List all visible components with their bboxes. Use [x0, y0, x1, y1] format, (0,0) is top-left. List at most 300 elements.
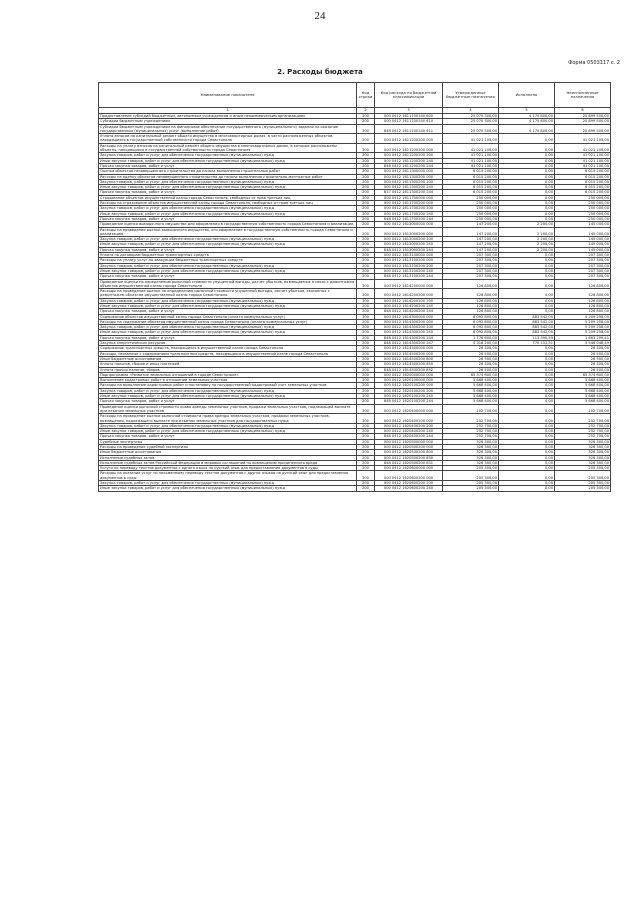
row-kbk: 000 0412 1611300200 000 — [375, 174, 443, 179]
row-done: 0,00 — [499, 481, 555, 486]
row-rest: 252 700,00 — [555, 404, 611, 414]
row-code: 200 — [357, 124, 375, 134]
row-kbk: 000 0412 1620100200 240 — [375, 394, 443, 399]
row-plan: 5 668 400,00 — [443, 378, 499, 383]
row-plan: 41 021 100,00 — [443, 134, 499, 144]
row-name: Исполнение судебных актов — [99, 455, 357, 460]
row-kbk: 000 0412 1614300200 200 — [375, 325, 443, 330]
row-kbk: 000 0412 1614300200 240 — [375, 330, 443, 335]
row-name: Исполнение судебных актов Российской Федерации и мировых соглашений по возмещению причиненного вреда — [99, 460, 357, 465]
row-plan: 207 300,00 — [443, 263, 499, 268]
row-plan: 25 070 300,00 — [443, 119, 499, 124]
row-rest: 126 800,00 — [555, 298, 611, 303]
row-plan: 6 015 200,00 — [443, 174, 499, 179]
row-done: 0,00 — [499, 486, 555, 491]
row-done: 0,00 — [499, 216, 555, 221]
row-name: Расходы, связанные с содержанием транспортных средств, находящихся в имущественной казне города Севастополя — [99, 351, 357, 356]
row-plan: 252 700,00 — [443, 434, 499, 439]
row-done: 0,00 — [499, 394, 555, 399]
row-plan: 126 800,00 — [443, 303, 499, 308]
row-rest: 5 209 258,00 — [555, 330, 611, 335]
row-kbk: 848 0412 1620100200 244 — [375, 399, 443, 404]
row-kbk: 000 0412 1611700200 200 — [375, 206, 443, 211]
row-rest: 20 899 500,00 — [555, 119, 611, 124]
row-rest: 5 668 400,00 — [555, 378, 611, 383]
row-done: 0,00 — [499, 346, 555, 351]
row-code: 200 — [357, 119, 375, 124]
row-code: 200 — [357, 434, 375, 439]
row-rest: 5 668 400,00 — [555, 394, 611, 399]
row-rest: 126 800,00 — [555, 279, 611, 289]
row-name: Иные закупки товаров, работ и услуг для обеспечения государственных (муниципальных) нужд — [99, 185, 357, 190]
row-code: 200 — [357, 481, 375, 486]
row-done: 0,00 — [499, 362, 555, 367]
row-name: Иные закупки товаров, работ и услуг для обеспечения государственных (муниципальных) нужд — [99, 486, 357, 491]
row-name: Услуги по переводу текстов документов с одного языка на русский язык для предоставления документов в суды — [99, 466, 357, 471]
row-rest: 5 668 400,00 — [555, 399, 611, 404]
row-name: Прочая закупка товаров, работ и услуг — [99, 399, 357, 404]
row-plan: 250 000,00 — [443, 216, 499, 221]
row-kbk: 000 0412 1611700000 000 — [375, 195, 443, 200]
row-rest: 26 500,00 — [555, 356, 611, 361]
row-plan: 147 200,00 — [443, 247, 499, 252]
row-code: 200 — [357, 423, 375, 428]
row-kbk: 848 0412 1611100140 611 — [375, 124, 443, 134]
row-code: 200 — [357, 195, 375, 200]
row-done: 0,00 — [499, 258, 555, 263]
row-rest: 205 300,00 — [555, 486, 611, 491]
row-plan: 126 800,00 — [443, 289, 499, 299]
row-plan: 5 668 400,00 — [443, 394, 499, 399]
row-kbk: 000 0412 1620500200 800 — [375, 450, 443, 455]
row-plan: 6 015 200,00 — [443, 190, 499, 195]
expenses-table — [98, 82, 611, 492]
row-done: 0,00 — [499, 153, 555, 158]
row-plan: 250 000,00 — [443, 206, 499, 211]
row-rest: 126 800,00 — [555, 289, 611, 299]
row-kbk: 000 0412 1620400200 200 — [375, 423, 443, 428]
row-kbk: 000 0412 1612000000 000 — [375, 222, 443, 227]
row-rest: 207 300,00 — [555, 274, 611, 279]
row-plan: 5 668 400,00 — [443, 383, 499, 388]
row-code: 200 — [357, 303, 375, 308]
row-kbk: 848 0412 1611700200 244 — [375, 216, 443, 221]
row-code: 200 — [357, 227, 375, 237]
row-name: Субсидии бюджетным учреждениям — [99, 119, 357, 124]
row-name: Уплата взносов на капитальный ремонт общего имущества в многоквартирных домах, в части расположенных объектов, находящихся в государственной собственности города Севастополя — [99, 134, 357, 144]
row-done: 0,00 — [499, 351, 555, 356]
row-done: 0,00 — [499, 268, 555, 273]
row-code: 200 — [357, 179, 375, 184]
row-rest: 207 300,00 — [555, 253, 611, 258]
row-plan: 326 300,00 — [443, 450, 499, 455]
row-done: 0,00 — [499, 466, 555, 471]
table-row — [99, 143, 611, 153]
row-code: 200 — [357, 383, 375, 388]
row-name: Закупка энергетических ресурсов — [99, 341, 357, 346]
row-code: 200 — [357, 455, 375, 460]
row-done: 0,00 — [499, 460, 555, 465]
row-done: 0,00 — [499, 179, 555, 184]
row-name: Закупка товаров, работ и услуг для обеспечения государственных (муниципальных) нужд — [99, 263, 357, 268]
row-done: 0,00 — [499, 383, 555, 388]
row-plan: 207 300,00 — [443, 274, 499, 279]
row-done: 0,00 — [499, 414, 555, 424]
row-done: 0,00 — [499, 174, 555, 179]
row-plan: 147 200,00 — [443, 227, 499, 237]
row-name: Содержание транспортных средств, находящихся в имущественной казне города Севастополя — [99, 346, 357, 351]
row-done: 0,00 — [499, 279, 555, 289]
row-code: 200 — [357, 445, 375, 450]
table-row — [99, 486, 611, 491]
table-row — [99, 414, 611, 424]
row-rest: 250 000,00 — [555, 216, 611, 221]
row-done: 0,00 — [499, 388, 555, 393]
row-name: Прочая закупка товаров, работ и услуг — [99, 274, 357, 279]
row-done: 0,00 — [499, 195, 555, 200]
row-rest: 3 546 048,49 — [555, 341, 611, 346]
row-rest: 41 021 100,00 — [555, 153, 611, 158]
row-rest: 6 015 200,00 — [555, 185, 611, 190]
row-rest: 65 374 600,00 — [555, 372, 611, 377]
row-kbk: 000 0412 1620500200 830 — [375, 455, 443, 460]
row-code: 200 — [357, 222, 375, 227]
row-done: 0,00 — [499, 356, 555, 361]
row-kbk: 000 0412 1612000200 000 — [375, 227, 443, 237]
row-done: 2 200,00 — [499, 237, 555, 242]
row-plan: 326 300,00 — [443, 439, 499, 444]
row-code: 200 — [357, 378, 375, 383]
row-plan: 5 668 400,00 — [443, 399, 499, 404]
row-plan: 26 500,00 — [443, 356, 499, 361]
row-name: Проведение оценки рыночной стоимости права аренды земельных участков, продажи земельных участков, подлежащей выплате при изъятии земельных участков — [99, 404, 357, 414]
row-plan: 252 700,00 — [443, 423, 499, 428]
row-kbk: 848 0412 1612000200 244 — [375, 247, 443, 252]
row-kbk: 848 0412 1611200200 244 — [375, 163, 443, 168]
row-rest: 252 700,00 — [555, 414, 611, 424]
row-code: 200 — [357, 314, 375, 319]
row-done: 0,00 — [499, 367, 555, 372]
row-code: 200 — [357, 429, 375, 434]
row-rest: 252 700,00 — [555, 423, 611, 428]
row-kbk: 000 0412 1620100200 200 — [375, 388, 443, 393]
row-plan: 26 500,00 — [443, 362, 499, 367]
row-plan: 205 300,00 — [443, 481, 499, 486]
row-name: Предоставление субсидий бюджетным, автономным учреждениям и иным некоммерческим организациям — [99, 114, 357, 119]
row-done: 4 170 800,00 — [499, 119, 555, 124]
row-kbk: 000 0412 1620500000 000 — [375, 439, 443, 444]
row-rest: 5 668 400,00 — [555, 388, 611, 393]
table-body — [99, 114, 611, 492]
row-code: 200 — [357, 258, 375, 263]
row-code: 200 — [357, 211, 375, 216]
column-number: 2 — [357, 108, 375, 114]
row-rest: 252 700,00 — [555, 434, 611, 439]
row-plan: 26 500,00 — [443, 351, 499, 356]
row-kbk: 000 0412 1620600200 240 — [375, 486, 443, 491]
row-code: 200 — [357, 414, 375, 424]
row-code: 200 — [357, 158, 375, 163]
row-done: 2 200,00 — [499, 222, 555, 227]
row-kbk: 000 0412 1611200200 000 — [375, 134, 443, 144]
row-code: 200 — [357, 399, 375, 404]
row-kbk: 848 0412 1614500200 852 — [375, 367, 443, 372]
row-kbk: 000 0412 1611100140 610 — [375, 119, 443, 124]
row-plan: 147 200,00 — [443, 222, 499, 227]
row-done: 883 542,00 — [499, 325, 555, 330]
row-code: 200 — [357, 486, 375, 491]
row-rest: 205 300,00 — [555, 466, 611, 471]
header-name: Наименование показателя — [99, 83, 357, 108]
row-code: 200 — [357, 341, 375, 346]
table-row — [99, 124, 611, 134]
row-plan: 250 000,00 — [443, 195, 499, 200]
row-plan: 41 021 100,00 — [443, 153, 499, 158]
table-row — [99, 404, 611, 414]
row-kbk: 000 0412 1613100200 240 — [375, 268, 443, 273]
row-kbk: 000 0412 1611700200 000 — [375, 201, 443, 206]
row-rest: 207 300,00 — [555, 258, 611, 263]
row-done: 0,00 — [499, 423, 555, 428]
row-code: 200 — [357, 268, 375, 273]
row-plan: 207 300,00 — [443, 258, 499, 263]
row-name: Прочая закупка товаров, работ и услуг — [99, 309, 357, 314]
row-name: Расходы на оказание услуг по письменному переводу текстов документов с других языков на русский язык для предоставления документов в суды — [99, 471, 357, 481]
row-kbk: 000 0412 1612000200 200 — [375, 237, 443, 242]
row-plan: 326 300,00 — [443, 455, 499, 460]
row-name: Закупка товаров, работ и услуг для обеспечения государственных (муниципальных) нужд — [99, 206, 357, 211]
row-name: Прочая закупка товаров, работ и услуг — [99, 190, 357, 195]
row-name: Иные закупки товаров, работ и услуг для обеспечения государственных (муниципальных) нужд — [99, 268, 357, 273]
row-plan: 250 000,00 — [443, 211, 499, 216]
row-code: 200 — [357, 330, 375, 335]
row-code: 200 — [357, 319, 375, 324]
header-kbk: Код расхода по бюджетной классификации — [375, 83, 443, 108]
row-name: Проведение оценки по определению рыночной стоимости упущенной выгоды, расчет убытков, возмещаемых в связи с демонтажем объектов имущественной казны города Севастополя — [99, 279, 357, 289]
row-kbk: 000 0412 1611300000 000 — [375, 169, 443, 174]
row-done: 0,00 — [499, 211, 555, 216]
row-kbk: 000 0412 1613100200 000 — [375, 258, 443, 263]
row-plan: 326 300,00 — [443, 460, 499, 465]
table-row — [99, 227, 611, 237]
column-number: 5 — [499, 108, 555, 114]
row-rest: 250 000,00 — [555, 211, 611, 216]
row-kbk: 000 0412 1611700200 240 — [375, 211, 443, 216]
row-rest: 145 000,00 — [555, 237, 611, 242]
row-code: 200 — [357, 362, 375, 367]
row-kbk: 000 0412 1614300000 000 — [375, 314, 443, 319]
row-code: 200 — [357, 450, 375, 455]
row-name: Проведение оценки выморочного имущества для оформления в государственную собственность города Севастополя и реализации — [99, 222, 357, 227]
row-plan: 252 700,00 — [443, 404, 499, 414]
row-name: Иные бюджетные ассигнования — [99, 450, 357, 455]
row-code: 200 — [357, 274, 375, 279]
row-plan: 126 800,00 — [443, 298, 499, 303]
row-rest: 5 209 258,00 — [555, 314, 611, 319]
row-name: Закупка товаров, работ и услуг для обеспечения государственных (муниципальных) нужд — [99, 298, 357, 303]
row-name: Судебные экспертизы — [99, 439, 357, 444]
row-kbk: 817 0412 1611300200 244 — [375, 190, 443, 195]
row-kbk: 000 0412 1611100140 600 — [375, 114, 443, 119]
row-done: 0,00 — [499, 309, 555, 314]
row-code: 200 — [357, 242, 375, 247]
row-name: Расходы на содержание объектов имущественной казны города Севастополя (оплата коммунальных услуг) — [99, 319, 357, 324]
row-code: 200 — [357, 404, 375, 414]
row-done: 770 151,51 — [499, 341, 555, 346]
row-done: 0,00 — [499, 372, 555, 377]
row-name: Оценка объектов незавершенного строительства до начала выполнения строительных работ — [99, 169, 357, 174]
row-code: 200 — [357, 190, 375, 195]
row-kbk: 000 0412 1612000200 240 — [375, 242, 443, 247]
row-kbk: 000 0412 1620100000 000 — [375, 378, 443, 383]
row-kbk: 000 0412 1620400000 000 — [375, 404, 443, 414]
row-code: 200 — [357, 216, 375, 221]
row-code: 200 — [357, 279, 375, 289]
row-code: 200 — [357, 367, 375, 372]
row-done: 0,00 — [499, 263, 555, 268]
row-rest: 41 021 100,00 — [555, 158, 611, 163]
row-name: Прочая закупка товаров, работ и услуг — [99, 247, 357, 252]
table-row — [99, 289, 611, 299]
row-done: 0,00 — [499, 163, 555, 168]
row-rest: 6 015 200,00 — [555, 179, 611, 184]
row-rest: 6 015 200,00 — [555, 174, 611, 179]
row-plan: 1 776 600,00 — [443, 335, 499, 340]
row-plan: 65 374 600,00 — [443, 372, 499, 377]
row-kbk: 000 0412 1614200200 200 — [375, 298, 443, 303]
column-number: 6 — [555, 108, 611, 114]
row-rest: 20 899 500,00 — [555, 124, 611, 134]
row-plan: 25 070 300,00 — [443, 114, 499, 119]
row-rest: 26 500,00 — [555, 346, 611, 351]
row-plan: 6 092 800,00 — [443, 314, 499, 319]
row-done: 0,00 — [499, 429, 555, 434]
row-code: 200 — [357, 471, 375, 481]
row-code: 200 — [357, 153, 375, 158]
row-name: Иные закупки товаров, работ и услуг для обеспечения государственных (муниципальных) нужд — [99, 330, 357, 335]
row-kbk: 000 0412 1620000000 000 — [375, 372, 443, 377]
row-code: 200 — [357, 346, 375, 351]
row-code: 200 — [357, 351, 375, 356]
row-plan: 252 700,00 — [443, 414, 499, 424]
row-done: 0,00 — [499, 303, 555, 308]
row-kbk: 000 0412 1613100200 200 — [375, 263, 443, 268]
row-rest: 41 021 100,00 — [555, 163, 611, 168]
row-code: 200 — [357, 134, 375, 144]
row-done: 2 200,00 — [499, 242, 555, 247]
row-done: 0,00 — [499, 289, 555, 299]
row-code: 200 — [357, 263, 375, 268]
row-kbk: 000 0412 1614500000 000 — [375, 346, 443, 351]
row-plan: 6 092 800,00 — [443, 325, 499, 330]
row-plan: 207 300,00 — [443, 253, 499, 258]
row-name: Расходы на выполнение кадастровых работ и постановку на государственный кадастровый учет земельных участков — [99, 383, 357, 388]
row-code: 200 — [357, 325, 375, 330]
row-rest: 326 300,00 — [555, 439, 611, 444]
row-kbk: 000 0412 1613100000 000 — [375, 253, 443, 258]
row-name: Закупка товаров, работ и услуг для обеспечения государственных (муниципальных) нужд — [99, 237, 357, 242]
row-name: Расходы на проведение судебной экспертизы — [99, 445, 357, 450]
row-plan: 6 092 800,00 — [443, 319, 499, 324]
row-name: Уплата прочих налогов, сборов — [99, 367, 357, 372]
row-code: 200 — [357, 247, 375, 252]
row-code: 200 — [357, 439, 375, 444]
row-rest: 26 500,00 — [555, 351, 611, 356]
row-done: 2 200,00 — [499, 247, 555, 252]
row-kbk: 000 0412 1614500200 000 — [375, 351, 443, 356]
row-done: 0,00 — [499, 399, 555, 404]
row-kbk: 000 0412 1620100200 000 — [375, 383, 443, 388]
row-name: Закупка товаров, работ и услуг для обеспечения государственных (муниципальных) нужд — [99, 388, 357, 393]
row-done: 883 542,00 — [499, 319, 555, 324]
row-rest: 326 300,00 — [555, 455, 611, 460]
row-rest: 20 899 500,00 — [555, 114, 611, 119]
row-kbk: 000 0412 1611200200 200 — [375, 153, 443, 158]
row-rest: 250 000,00 — [555, 206, 611, 211]
row-kbk: 000 0412 1611300200 200 — [375, 179, 443, 184]
row-plan: 26 500,00 — [443, 367, 499, 372]
row-done: 0,00 — [499, 404, 555, 414]
row-rest: 126 800,00 — [555, 303, 611, 308]
row-plan: 25 070 300,00 — [443, 124, 499, 134]
row-name: Уплата по договорам бюджетных транспортных средств — [99, 253, 357, 258]
row-plan: 147 200,00 — [443, 237, 499, 242]
header-plan: Утвержденные бюджетные назначения — [443, 83, 499, 108]
row-kbk: 000 0412 1614200000 000 — [375, 279, 443, 289]
row-rest: 126 800,00 — [555, 309, 611, 314]
row-done: 113 390,59 — [499, 335, 555, 340]
row-rest: 5 668 400,00 — [555, 383, 611, 388]
row-done: 0,00 — [499, 206, 555, 211]
row-name: Иные закупки товаров, работ и услуг для обеспечения государственных (муниципальных) нужд — [99, 394, 357, 399]
row-plan: 6 015 200,00 — [443, 169, 499, 174]
row-name: Иные закупки товаров, работ и услуг для обеспечения государственных (муниципальных) нужд — [99, 158, 357, 163]
row-name: Расходы на проведение оценки по определению рыночной стоимости упущенной выгоды, расчет убытков, связанных с демонтажем объектов имущественной казны города Севастополя — [99, 289, 357, 299]
row-plan: 207 300,00 — [443, 268, 499, 273]
row-kbk: 000 0412 1611200200 240 — [375, 158, 443, 163]
row-kbk: 848 0412 1620500200 831 — [375, 460, 443, 465]
row-done: 0,00 — [499, 190, 555, 195]
row-done: 883 542,00 — [499, 330, 555, 335]
row-kbk: 000 0412 1620600200 000 — [375, 471, 443, 481]
row-kbk: 000 0412 1620400200 240 — [375, 429, 443, 434]
row-name: Расходы на проведение оценки рыночной стоимости права аренды земельных участков, продажи земельных участков, возмещения, подлежащего выплате при изъятии земельных участков для государственных нужд — [99, 414, 357, 424]
row-rest: 326 300,00 — [555, 460, 611, 465]
row-kbk: 000 0412 1614300200 000 — [375, 319, 443, 324]
row-rest: 326 300,00 — [555, 450, 611, 455]
row-name: Выполнение кадастровых работ в отношении земельных участков — [99, 378, 357, 383]
row-plan: 205 300,00 — [443, 466, 499, 471]
row-rest: 41 021 100,00 — [555, 134, 611, 144]
row-done: 0,00 — [499, 134, 555, 144]
row-kbk: 000 0412 1620400200 000 — [375, 414, 443, 424]
row-name: Закупка товаров, работ и услуг для обеспечения государственных (муниципальных) нужд — [99, 325, 357, 330]
row-done: 0,00 — [499, 439, 555, 444]
row-rest: 145 000,00 — [555, 242, 611, 247]
row-done: 0,00 — [499, 201, 555, 206]
row-name: Расходы на проведение оценки выморочного имущества, его оформление в государственную собственность города Севастополя и реализацию — [99, 227, 357, 237]
row-name: Иные закупки товаров, работ и услуг для обеспечения государственных (муниципальных) нужд — [99, 429, 357, 434]
row-plan: 205 300,00 — [443, 486, 499, 491]
row-rest: 1 663 209,41 — [555, 335, 611, 340]
header-rest: Неисполненные назначения — [555, 83, 611, 108]
row-name: Расходы на уплату услуг по эвакуации бюджетных транспортных средств — [99, 258, 357, 263]
row-name: Расходы на уплату взносов на капитальный ремонт общего имущества в многоквартирных домах, в которых расположены объекты, находящиеся в государственной собственности города Севастополя — [99, 143, 357, 153]
row-done: 0,00 — [499, 253, 555, 258]
row-rest: 207 300,00 — [555, 263, 611, 268]
row-rest: 205 300,00 — [555, 471, 611, 481]
row-plan: 126 800,00 — [443, 279, 499, 289]
